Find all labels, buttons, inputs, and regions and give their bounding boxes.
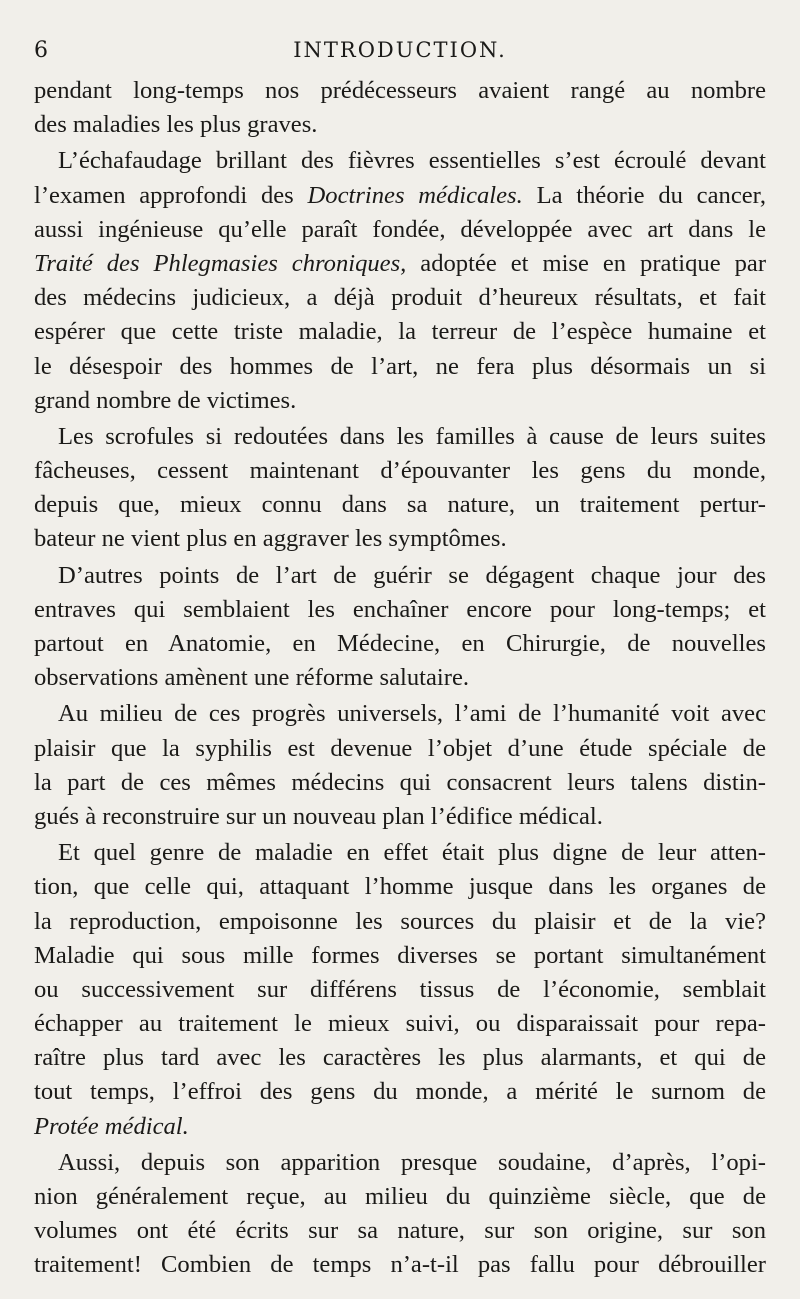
italic-title-protee: Protée médical.: [34, 1112, 189, 1140]
paragraph: [34, 74, 766, 142]
text-line: volumes ont été écrits sur sa nature, sur son origine, sur son: [34, 1217, 766, 1245]
text-run: La théorie du cancer,: [536, 181, 766, 209]
text-line: gués à reconstruire sur un nouveau plan l’édifice médical.: [34, 802, 603, 830]
text-line: Maladie qui sous mille formes diverses se portant simultanément: [34, 941, 766, 969]
text-line: aussi ingénieuse qu’elle paraît fondée, développée avec art dans le: [34, 215, 766, 243]
text-line: traitement! Combien de temps n’a-t-il pas fallu pour débrouiller: [34, 1251, 766, 1279]
text-line: L’échafaudage brillant des fièvres essentielles s’est écroulé devant: [58, 147, 766, 175]
text-line: la part de ces mêmes médecins qui consacrent leurs talens distin-: [34, 768, 766, 796]
text-line: échapper au traitement le mieux suivi, ou disparaissait pour repa-: [34, 1010, 766, 1038]
paragraph: [34, 144, 766, 418]
text-line: Les scrofules si redoutées dans les familles à cause de leurs suites: [58, 422, 766, 450]
text-line: tion, que celle qui, attaquant l’homme jusque dans les organes de: [34, 873, 766, 901]
italic-title-traite: Traité des Phlegmasies chroniques,: [34, 249, 407, 277]
text-line: D’autres points de l’art de guérir se dégagent chaque jour des: [58, 561, 766, 589]
text-line: nion généralement reçue, au milieu du quinzième siècle, que de: [34, 1183, 766, 1210]
text-line: observations amènent une réforme salutaire.: [34, 664, 470, 692]
paragraph: [34, 697, 766, 834]
text-line: fâcheuses, cessent maintenant d’épouvanter les gens du monde,: [34, 457, 766, 485]
running-title: INTRODUCTION.: [293, 38, 507, 62]
paragraph: [34, 559, 766, 696]
text-line: espérer que cette triste maladie, la terreur de l’espèce humaine et: [34, 318, 766, 346]
body-text: [34, 74, 766, 1283]
text-run: l’examen approfondi des: [34, 181, 294, 209]
text-line: bateur ne vient plus en aggraver les symptômes.: [34, 525, 507, 553]
text-line: [34, 179, 766, 213]
text-line: le désespoir des hommes de l’art, ne fera plus désormais un si: [34, 352, 766, 380]
text-line: grand nombre de victimes.: [34, 386, 297, 414]
paragraph: [34, 1146, 766, 1283]
text-line: tout temps, l’effroi des gens du monde, a mérité le surnom de: [34, 1078, 766, 1106]
text-line: Au milieu de ces progrès universels, l’ami de l’humanité voit avec: [58, 700, 766, 728]
text-line: entraves qui semblaient les enchaîner encore pour long-temps; et: [34, 595, 766, 623]
running-head: [34, 34, 766, 74]
text-run: adoptée et mise en pratique par: [420, 249, 767, 277]
italic-title-doctrines: Doctrines médicales.: [307, 181, 523, 209]
paragraph: [34, 420, 766, 557]
text-line: pendant long-temps nos prédécesseurs avaient rangé au nombre: [34, 77, 766, 104]
text-line: Et quel genre de maladie en effet était plus digne de leur atten-: [58, 839, 766, 867]
text-line: des médecins judicieux, a déjà produit d’heureux résultats, et fait: [34, 284, 766, 312]
text-line: la reproduction, empoisonne les sources du plaisir et de la vie?: [34, 907, 766, 935]
text-line: plaisir que la syphilis est devenue l’objet d’une étude spéciale de: [34, 734, 766, 762]
text-line: ou successivement sur différens tissus de l’économie, semblait: [34, 975, 766, 1003]
text-line: [34, 247, 766, 281]
text-line: Aussi, depuis son apparition presque soudaine, d’après, l’opi-: [58, 1148, 766, 1176]
page-number: 6: [34, 38, 48, 63]
text-line: depuis que, mieux connu dans sa nature, un traitement pertur-: [34, 491, 766, 519]
paragraph: [34, 836, 766, 1144]
text-line: des maladies les plus graves.: [34, 111, 318, 139]
text-line: raître plus tard avec les caractères les plus alarmants, et qui de: [34, 1044, 766, 1072]
text-line: partout en Anatomie, en Médecine, en Chirurgie, de nouvelles: [34, 630, 766, 657]
